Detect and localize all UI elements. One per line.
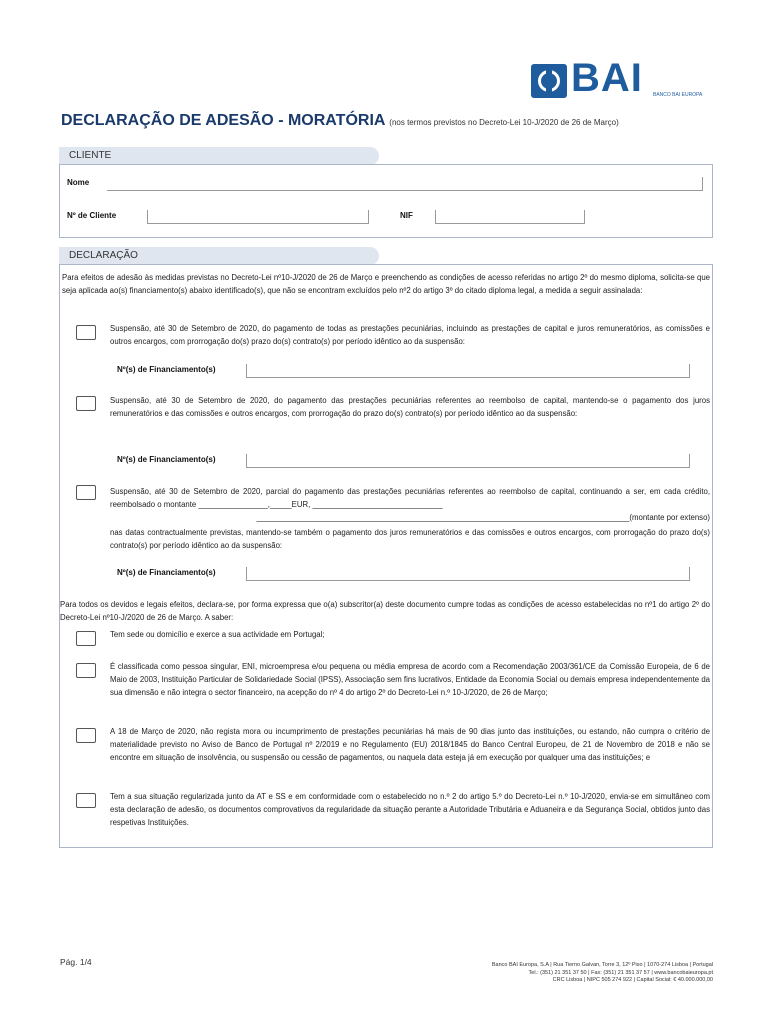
- option3-text-line1: Suspensão, até 30 de Setembro de 2020, parcial do pagamento das prestações pecuniárias referentes ao reembolso de capital, continuando a ser, em cada crédito, reembolsado o montante ________________,_____EUR, ______________________________: [110, 487, 710, 510]
- nome-label: Nome: [67, 178, 90, 187]
- declaracao-intro: Para efeitos de adesão às medidas previstas no Decreto-Lei nº10-J/2020 de 26 de Março e preenchendo as condições de acesso referidas no artigo 2º do mesmo diploma, solicita-se que seja aplicada ao(s) financiamento(s) abaixo identificado(s), que não se encontram excluídos pelo nº2 do artigo 3º do citado diploma legal, a medida a seguir assinalada:: [62, 273, 710, 296]
- option1-text: Suspensão, até 30 de Setembro de 2020, do pagamento de todas as prestações pecuniárias, incluindo as prestações de capital e juros remuneratórios, as comissões e outros encargos, com prorrogação do(s) prazo do(s) contrato(s) por período idêntico ao da suspensão:: [110, 324, 710, 347]
- legal-intro: Para todos os devidos e legais efeitos, declara-se, por forma expressa que o(a) subscritor(a) deste documento cumpre todas as condições de acesso estabelecidas no nº1 do artigo 2º do Decreto-Lei nº10-J/2020 de 26 de Março. A saber:: [60, 600, 710, 623]
- option1-checkbox[interactable]: [76, 325, 96, 340]
- option3-financ-field[interactable]: [246, 567, 690, 581]
- nome-field[interactable]: [107, 177, 703, 191]
- cond2-text: É classificada como pessoa singular, ENI, microempresa e/ou pequena ou média empresa de acordo com a Recomendação 2003/361/CE da Comissão Europeia, de 6 de Maio de 2003, Instituição Particular de Solidariedade Social (IPSS), Associação sem fins lucrativos, Entidade da Economia Social ou demais empresa independentemente da sua dimensão e não integra o sector financeiro, na acepção do nº 4 do artigo 2º do Decreto-Lei n.º 10-J/2020, de 26 de Março;: [110, 662, 710, 698]
- footer-addr-line1: Banco BAI Europa, S.A | Rua Tierno Galvan, Torre 3, 12º Piso | 1070-274 Lisboa | Portugal: [491, 962, 713, 968]
- option3-financ-label: Nº(s) de Financiamento(s): [117, 568, 216, 577]
- footer-addr-line2: Tel.: (351) 21 351 37 50 | Fax: (351) 21 351 37 57 | www.bancobaieuropa.pt: [528, 969, 713, 976]
- title-note: (nos termos previstos no Decreto-Lei 10-J/2020 de 26 de Março): [389, 118, 619, 127]
- footer-address: [380, 962, 713, 985]
- cliente-tab: CLIENTE: [59, 147, 379, 165]
- bai-logo-icon: [531, 64, 567, 98]
- option3-text-line3: nas datas contractualmente previstas, mantendo-se também o pagamento dos juros remuneratórios e das comissões e outros encargos, com prorrogação do prazo do(s) contrato(s) por período idêntico ao da suspensão:: [110, 528, 710, 551]
- logo-text: BAI: [571, 56, 643, 100]
- option2-financ-field[interactable]: [246, 454, 690, 468]
- numero-cliente-label: Nº de Cliente: [67, 211, 117, 220]
- cond3-text: A 18 de Março de 2020, não regista mora ou incumprimento de prestações pecuniárias há mais de 90 dias junto das instituições, ou estando, não cumpra o critério de materialidade previsto no Aviso de Banco de Portugal nº 2/2019 e no Regulamento (EU) 2018/1845 do Banco Central Europeu, de 21 de Novembro de 2018 e não se encontre em situação de insolvência, ou suspensão ou cessão de pagamentos, ou naquela data esteja já em execução por qualquer uma das instituições; e: [110, 727, 710, 763]
- option1-financ-field[interactable]: [246, 364, 690, 378]
- option1-financ-label: Nº(s) de Financiamento(s): [117, 365, 216, 374]
- cond4-checkbox[interactable]: [76, 793, 96, 808]
- cond1-checkbox[interactable]: [76, 631, 96, 646]
- nif-field[interactable]: [435, 210, 585, 224]
- option2-financ-label: Nº(s) de Financiamento(s): [117, 455, 216, 464]
- page-number: Pág. 1/4: [60, 957, 92, 967]
- cond3-checkbox[interactable]: [76, 728, 96, 743]
- option2-text: Suspensão, até 30 de Setembro de 2020, do pagamento das prestações pecuniárias referentes ao reembolso de capital, mantendo-se o pagamento dos juros remuneratórios e das comissões e outros encargos, com prorrogação do prazo do(s) contrato(s) por período idêntico ao da suspensão:: [110, 396, 710, 419]
- option2-checkbox[interactable]: [76, 396, 96, 411]
- bank-logo: [531, 56, 721, 104]
- cond2-checkbox[interactable]: [76, 663, 96, 678]
- cond4-text: Tem a sua situação regularizada junto da AT e SS e em conformidade com o estabelecido no n.º 2 do artigo 5.º do Decreto-Lei n.º 10-J/2020, envia-se em simultâneo com esta declaração de adesão, os documentos comprovativos da regularidade da situação perante a Autoridade Tributária e Aduaneira e da Segurança Social, obtidos junto das respetivas Instituições.: [110, 792, 710, 828]
- nif-label: NIF: [400, 211, 413, 220]
- title-main: DECLARAÇÃO DE ADESÃO - MORATÓRIA: [61, 112, 385, 129]
- option3-checkbox[interactable]: [76, 485, 96, 500]
- logo-subtitle: BANCO BAI EUROPA: [653, 92, 703, 98]
- numero-cliente-field[interactable]: [147, 210, 369, 224]
- document-title: [61, 112, 619, 130]
- option3-text-line2: ______________________________________________________________________________________(montante por extenso): [256, 513, 710, 522]
- cliente-section: [59, 164, 713, 238]
- declaracao-tab: DECLARAÇÃO: [59, 247, 379, 265]
- cond1-text: Tem sede ou domicílio e exerce a sua actividade em Portugal;: [110, 630, 325, 639]
- footer-addr-line3: CRC Lisboa | NIPC 505 274 922 | Capital Social: € 40.000.000,00: [552, 977, 713, 983]
